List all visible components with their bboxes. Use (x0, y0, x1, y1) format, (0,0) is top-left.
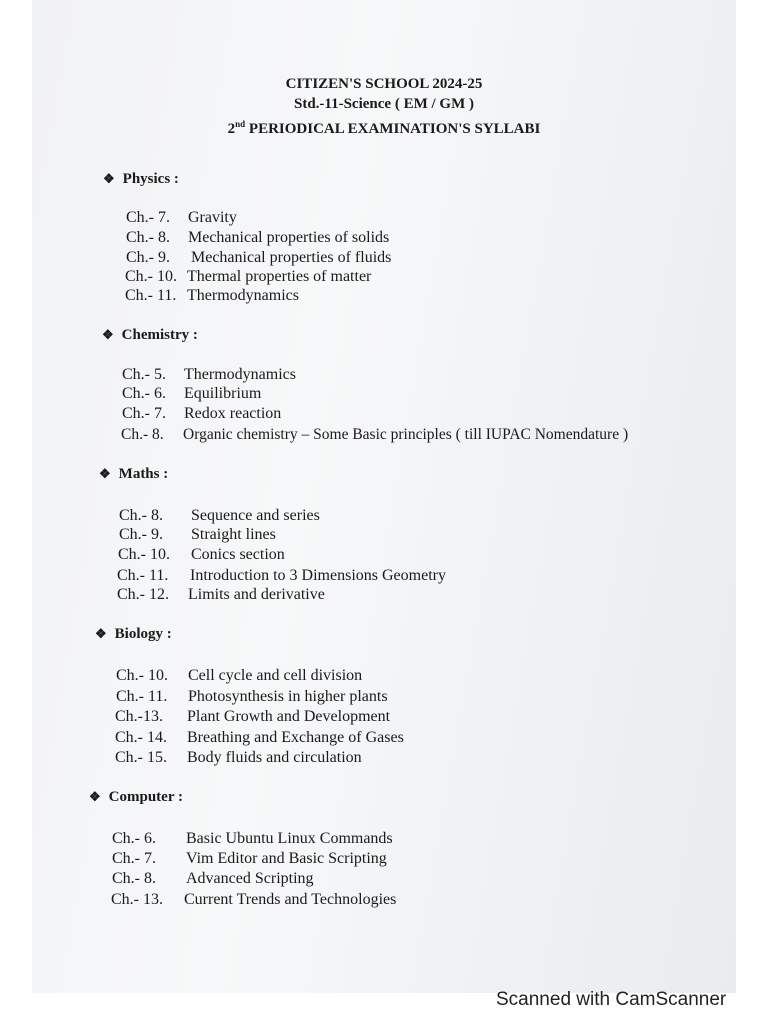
section-title-chemistry: ❖ Chemistry : (102, 327, 198, 343)
section-title-physics: ❖ Physics : (103, 171, 179, 187)
diamond-bullet-icon: ❖ (95, 626, 107, 641)
diamond-bullet-icon: ❖ (103, 171, 115, 186)
list-item: Ch.- 5. Thermodynamics (122, 366, 296, 383)
document-header (0, 74, 768, 139)
standard-line: Std.-11-Science ( EM / GM ) (294, 96, 474, 112)
school-name: CITIZEN'S SCHOOL 2024-25 (285, 76, 483, 92)
list-item: Ch.- 9. Mechanical properties of fluids (126, 249, 392, 266)
list-item: Ch.- 8. Organic chemistry – Some Basic principles ( till IUPAC Nomendature ) (121, 426, 629, 443)
section-title-biology: ❖ Biology : (95, 626, 172, 642)
diamond-bullet-icon: ❖ (102, 327, 114, 342)
list-item: Ch.- 7. Vim Editor and Basic Scripting (112, 850, 387, 867)
list-item: Ch.- 12. Limits and derivative (117, 586, 325, 603)
list-item: Ch.- 7. Redox reaction (122, 405, 282, 422)
list-item: Ch.- 11. Introduction to 3 Dimensions Geometry (117, 567, 446, 584)
list-item: Ch.- 8. Advanced Scripting (112, 870, 314, 887)
list-item: Ch.- 9. Straight lines (119, 526, 276, 543)
list-item: Ch.- 14. Breathing and Exchange of Gases (115, 729, 404, 746)
list-item: Ch.- 10. Cell cycle and cell division (116, 667, 363, 684)
list-item: Ch.-13. Plant Growth and Development (115, 708, 391, 725)
list-item: Ch.- 13. Current Trends and Technologies (111, 891, 397, 908)
diamond-bullet-icon: ❖ (99, 466, 111, 481)
list-item: Ch.- 15. Body fluids and circulation (115, 749, 362, 766)
list-item: Ch.- 7. Gravity (126, 209, 237, 226)
list-item: Ch.- 6. Equilibrium (122, 385, 262, 402)
list-item: Ch.- 10. Thermal properties of matter (125, 268, 372, 285)
list-item: Ch.- 8. Sequence and series (119, 507, 320, 524)
section-title-computer: ❖ Computer : (89, 789, 183, 805)
diamond-bullet-icon: ❖ (89, 789, 101, 804)
list-item: Ch.- 8. Mechanical properties of solids (126, 229, 390, 246)
exam-title: 2nd PERIODICAL EXAMINATION'S SYLLABI (227, 119, 541, 137)
list-item: Ch.- 6. Basic Ubuntu Linux Commands (112, 830, 393, 847)
list-item: Ch.- 11. Thermodynamics (125, 287, 299, 304)
list-item: Ch.- 10. Conics section (118, 546, 285, 563)
list-item: Ch.- 11. Photosynthesis in higher plants (116, 688, 388, 705)
section-title-maths: ❖ Maths : (99, 466, 169, 482)
scanner-watermark: Scanned with CamScanner (496, 989, 727, 1010)
